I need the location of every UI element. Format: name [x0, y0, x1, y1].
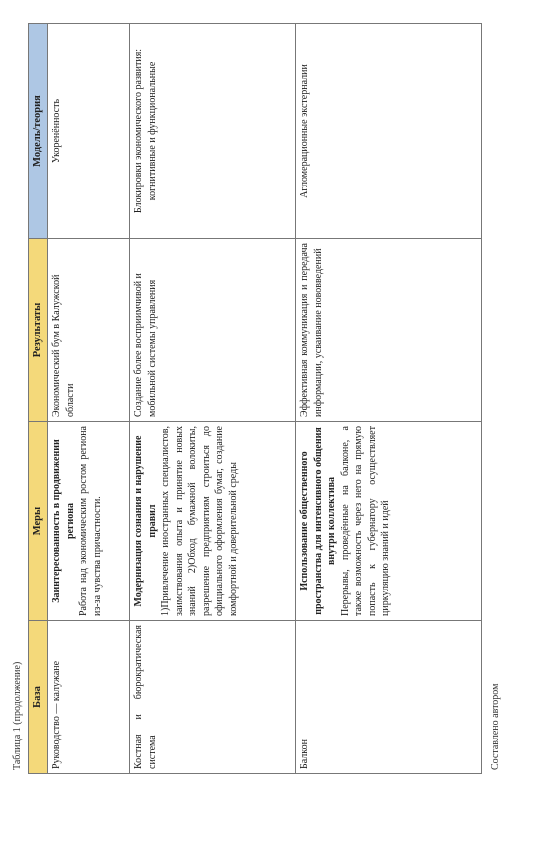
cell-model: Укоренённость [48, 24, 130, 239]
cell-measures [48, 422, 130, 621]
table-footnote: Составлено автором [490, 683, 501, 770]
cell-model: Блокировки экономического развития: когнитивные и функциональные [130, 24, 296, 239]
measure-title: Использование общественного пространства для интенсивного общения внутри коллектива [299, 427, 338, 615]
header-measures: Меры [29, 422, 48, 621]
rotated-page [10, 14, 515, 774]
cell-base: Руководство — калужане [48, 621, 130, 774]
table-row [296, 24, 482, 774]
cell-base: Костная и бюрократическая система [130, 621, 296, 774]
cell-base: Балкон [296, 621, 482, 774]
table-header-row [29, 24, 48, 774]
table-row [48, 24, 130, 774]
cell-measures [130, 422, 296, 621]
header-model: Модель/теория [29, 24, 48, 239]
table-row [130, 24, 296, 774]
cell-results: Экономический бум в Калужской области [48, 239, 130, 422]
cell-measures [296, 422, 482, 621]
measure-text: Перерывы, проведённые на балконе, а также возможность через него на прямую попасть к губернатору осуществляет циркуляцию знаний и идей [339, 426, 392, 616]
measure-text: 1)Привлечение иностранных специалистов, заимствования опыта и принятие новых знаний 2)Обход бумажной волокиты, разрешение предприятиям строиться до официального оформления бумаг, создание комфортной и доверительной среды [160, 426, 239, 616]
cell-results: Эффективная коммуникация и передача информации, усваивание нововведений [296, 239, 482, 422]
measure-text: Работа над экономическим ростом региона из-за чувства причастности. [78, 426, 103, 616]
table-caption: Таблица 1 (продолжение) [12, 661, 23, 770]
cell-results: Создание более восприимчивой и мобильной системы управления [130, 239, 296, 422]
cell-model: Агломерационные экстерналии [296, 24, 482, 239]
header-results: Результаты [29, 239, 48, 422]
measure-title: Заинтересованность в продвижении региона [51, 439, 76, 603]
measure-title: Модернизация сознания и нарушение правил [133, 435, 158, 607]
header-base: База [29, 621, 48, 774]
table [28, 23, 482, 774]
